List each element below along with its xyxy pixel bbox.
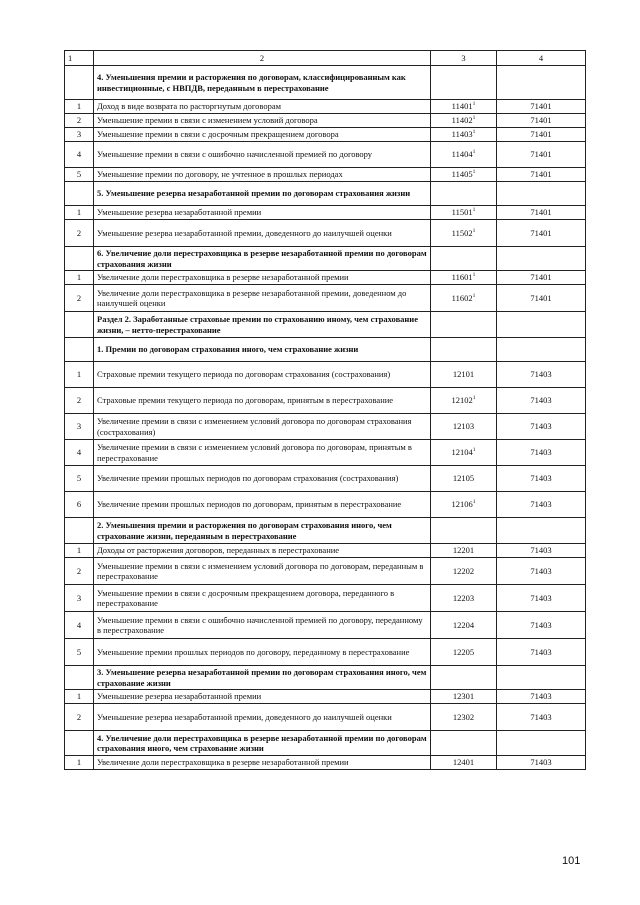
row-number: 4	[65, 440, 94, 466]
section-heading: 3. Уменьшение резерва незаработанной премии по договорам страхования иного, чем страхование жизни	[94, 666, 431, 690]
row-number: 2	[65, 704, 94, 731]
row-description: Страховые премии текущего периода по договорам страхования (сострахования)	[94, 362, 431, 388]
row-account	[497, 518, 586, 544]
row-code	[431, 206, 497, 220]
row-description: Уменьшение резерва незаработанной премии	[94, 690, 431, 704]
table-row	[65, 544, 586, 558]
row-account	[497, 247, 586, 271]
table-row	[65, 114, 586, 128]
table-header-row	[65, 51, 586, 66]
row-account: 71403	[497, 466, 586, 492]
row-account: 71401	[497, 206, 586, 220]
code-value: 11501	[451, 207, 473, 218]
code-value: 12302	[452, 711, 475, 722]
code-value: 12401	[452, 757, 475, 768]
row-number: 5	[65, 639, 94, 666]
footnote-marker: 1	[472, 129, 476, 136]
row-number: 2	[65, 114, 94, 128]
row-account: 71401	[497, 142, 586, 168]
row-code	[431, 100, 497, 114]
row-number: 2	[65, 388, 94, 414]
code-value: 11401	[451, 101, 473, 112]
row-description: Увеличение доли перестраховщика в резерве незаработанной премии, доведенном до наилучшей оценки	[94, 285, 431, 312]
code-value: 12202	[452, 565, 475, 576]
row-number: 4	[65, 612, 94, 639]
row-description: Уменьшение премии в связи с изменением условий договора по договорам, переданным в перестрахование	[94, 558, 431, 585]
row-code	[431, 492, 497, 518]
row-account: 71401	[497, 168, 586, 182]
row-number: 1	[65, 362, 94, 388]
footnote-marker: 1	[472, 499, 476, 506]
code-value: 12205	[452, 646, 475, 657]
row-code	[431, 731, 497, 756]
table-row	[65, 756, 586, 770]
row-number: 5	[65, 466, 94, 492]
row-account: 71403	[497, 492, 586, 518]
row-number	[65, 338, 94, 362]
row-account: 71401	[497, 100, 586, 114]
row-description: Увеличение доли перестраховщика в резерве незаработанной премии	[94, 271, 431, 285]
table-row	[65, 492, 586, 518]
row-number	[65, 312, 94, 338]
section-row	[65, 518, 586, 544]
table-row	[65, 690, 586, 704]
row-account: 71403	[497, 388, 586, 414]
row-description: Доходы от расторжения договоров, переданных в перестрахование	[94, 544, 431, 558]
row-description: Увеличение премии прошлых периодов по договорам, принятым в перестрахование	[94, 492, 431, 518]
row-account: 71401	[497, 114, 586, 128]
footnote-marker: 1	[472, 149, 476, 156]
row-code	[431, 585, 497, 612]
row-number: 3	[65, 414, 94, 440]
table-body	[65, 51, 586, 770]
row-number: 2	[65, 558, 94, 585]
code-value: 12101	[452, 369, 475, 380]
code-value: 12204	[452, 619, 475, 630]
row-number: 2	[65, 220, 94, 247]
row-description: Уменьшение премии в связи с досрочным прекращением договора	[94, 128, 431, 142]
footnote-marker: 1	[472, 292, 476, 299]
row-account: 71403	[497, 756, 586, 770]
row-description: Увеличение премии прошлых периодов по договорам страхования (сострахования)	[94, 466, 431, 492]
row-number: 1	[65, 271, 94, 285]
code-value: 12203	[452, 592, 475, 603]
row-code	[431, 362, 497, 388]
row-description: Увеличение премии в связи с изменением условий договора по договорам страхования (сострахования)	[94, 414, 431, 440]
code-value: 11602	[451, 292, 473, 303]
page-number: 101	[562, 855, 581, 867]
row-account: 71403	[497, 612, 586, 639]
header-col-3: 3	[431, 51, 497, 66]
row-description: Уменьшение премии в связи с досрочным прекращением договора, переданного в перестрахование	[94, 585, 431, 612]
row-code	[431, 756, 497, 770]
table-row	[65, 704, 586, 731]
row-description: Уменьшение премии в связи с изменением условий договора	[94, 114, 431, 128]
table-row	[65, 206, 586, 220]
row-description: Уменьшение премии по договору, не учтенное в прошлых периодах	[94, 168, 431, 182]
row-code	[431, 639, 497, 666]
row-code	[431, 66, 497, 100]
row-account	[497, 66, 586, 100]
table-row	[65, 558, 586, 585]
table-row	[65, 362, 586, 388]
row-number	[65, 731, 94, 756]
row-account: 71403	[497, 639, 586, 666]
table-row	[65, 100, 586, 114]
row-account	[497, 182, 586, 206]
code-value: 11404	[451, 149, 473, 160]
code-value: 11502	[451, 227, 473, 238]
table-row	[65, 639, 586, 666]
row-number: 1	[65, 100, 94, 114]
row-description: Уменьшение премии в связи с ошибочно начисленной премией по договору, переданному в перестрахование	[94, 612, 431, 639]
section-row	[65, 182, 586, 206]
section-row	[65, 731, 586, 756]
table-row	[65, 388, 586, 414]
header-col-2: 2	[94, 51, 431, 66]
code-value: 12106	[451, 499, 473, 510]
section-row	[65, 247, 586, 271]
row-number: 4	[65, 142, 94, 168]
row-number: 3	[65, 128, 94, 142]
row-number	[65, 518, 94, 544]
table-row	[65, 142, 586, 168]
row-number: 3	[65, 585, 94, 612]
row-account: 71401	[497, 285, 586, 312]
row-code	[431, 182, 497, 206]
code-value: 11601	[451, 272, 473, 283]
section-heading: 5. Уменьшение резерва незаработанной премии по договорам страхования жизни	[94, 182, 431, 206]
table-row	[65, 220, 586, 247]
code-value: 12102	[451, 395, 473, 406]
row-description: Страховые премии текущего периода по договорам, принятым в перестрахование	[94, 388, 431, 414]
code-value: 11402	[451, 115, 473, 126]
row-number: 1	[65, 756, 94, 770]
row-code	[431, 388, 497, 414]
row-number: 1	[65, 206, 94, 220]
row-account	[497, 312, 586, 338]
row-number: 1	[65, 690, 94, 704]
code-value: 11403	[451, 129, 473, 140]
row-code	[431, 128, 497, 142]
footnote-marker: 1	[472, 447, 476, 454]
code-value: 11405	[451, 169, 473, 180]
row-code	[431, 690, 497, 704]
footnote-marker: 1	[472, 101, 476, 108]
row-account: 71401	[497, 220, 586, 247]
footnote-marker: 1	[472, 272, 476, 279]
row-code	[431, 271, 497, 285]
section-heading: 2. Уменьшения премии и расторжения по договорам страхования иного, чем страхование жизни, переданным в перестрахование	[94, 518, 431, 544]
section-heading: 4. Уменьшения премии и расторжения по договорам, классифицированным как инвестиционные, с НВПДВ, переданным в перестрахование	[94, 66, 431, 100]
row-code	[431, 114, 497, 128]
row-code	[431, 704, 497, 731]
footnote-marker: 1	[472, 227, 476, 234]
row-code	[431, 544, 497, 558]
row-account	[497, 338, 586, 362]
row-code	[431, 338, 497, 362]
row-number	[65, 66, 94, 100]
row-code	[431, 247, 497, 271]
table-row	[65, 128, 586, 142]
row-code	[431, 142, 497, 168]
table-row	[65, 271, 586, 285]
header-col-1: 1	[65, 51, 94, 66]
row-description: Увеличение премии в связи с изменением условий договора по договорам, принятым в перестрахование	[94, 440, 431, 466]
row-account: 71403	[497, 558, 586, 585]
section-heading: 6. Увеличение доли перестраховщика в резерве незаработанной премии по договорам страхования жизни	[94, 247, 431, 271]
row-account: 71401	[497, 128, 586, 142]
row-account	[497, 666, 586, 690]
table-row	[65, 440, 586, 466]
table-row	[65, 168, 586, 182]
code-value: 12104	[451, 447, 473, 458]
section-row	[65, 312, 586, 338]
code-value: 12105	[452, 473, 475, 484]
row-account	[497, 731, 586, 756]
row-code	[431, 518, 497, 544]
row-description: Уменьшение резерва незаработанной премии, доведенного до наилучшей оценки	[94, 220, 431, 247]
table-row	[65, 585, 586, 612]
row-account: 71403	[497, 585, 586, 612]
row-description: Уменьшение резерва незаработанной премии, доведенного до наилучшей оценки	[94, 704, 431, 731]
row-number	[65, 666, 94, 690]
section-row	[65, 666, 586, 690]
row-description: Доход в виде возврата по расторгнутым договорам	[94, 100, 431, 114]
footnote-marker: 1	[472, 207, 476, 214]
row-number	[65, 247, 94, 271]
row-description: Уменьшение резерва незаработанной премии	[94, 206, 431, 220]
code-value: 12103	[452, 421, 475, 432]
row-code	[431, 414, 497, 440]
section-row	[65, 66, 586, 100]
table-row	[65, 466, 586, 492]
row-code	[431, 220, 497, 247]
row-code	[431, 666, 497, 690]
row-number: 5	[65, 168, 94, 182]
row-code	[431, 168, 497, 182]
footnote-marker: 1	[472, 115, 476, 122]
table-row	[65, 285, 586, 312]
row-description: Уменьшение премии прошлых периодов по договору, переданному в перестрахование	[94, 639, 431, 666]
row-account: 71403	[497, 440, 586, 466]
row-account: 71403	[497, 704, 586, 731]
row-code	[431, 558, 497, 585]
code-value: 12301	[452, 691, 475, 702]
row-account: 71403	[497, 414, 586, 440]
row-account: 71403	[497, 544, 586, 558]
code-value: 12201	[452, 545, 475, 556]
section-heading: Раздел 2. Заработанные страховые премии по страхованию иному, чем страхование жизни, – нетто-перестрахование	[94, 312, 431, 338]
section-heading: 4. Увеличение доли перестраховщика в резерве незаработанной премии по договорам страхования иного, чем страхование жизни	[94, 731, 431, 756]
row-description: Уменьшение премии в связи с ошибочно начисленной премией по договору	[94, 142, 431, 168]
row-number: 1	[65, 544, 94, 558]
row-number: 6	[65, 492, 94, 518]
row-number: 2	[65, 285, 94, 312]
row-account: 71401	[497, 271, 586, 285]
row-code	[431, 312, 497, 338]
codes-table	[64, 50, 586, 770]
section-row	[65, 338, 586, 362]
row-description: Увеличение доли перестраховщика в резерве незаработанной премии	[94, 756, 431, 770]
footnote-marker: 1	[472, 169, 476, 176]
row-code	[431, 466, 497, 492]
section-heading: 1. Премии по договорам страхования иного, чем страхование жизни	[94, 338, 431, 362]
row-code	[431, 612, 497, 639]
table-row	[65, 414, 586, 440]
row-code	[431, 440, 497, 466]
footnote-marker: 1	[472, 395, 476, 402]
row-account: 71403	[497, 362, 586, 388]
header-col-4: 4	[497, 51, 586, 66]
row-account: 71403	[497, 690, 586, 704]
row-code	[431, 285, 497, 312]
table-row	[65, 612, 586, 639]
row-number	[65, 182, 94, 206]
